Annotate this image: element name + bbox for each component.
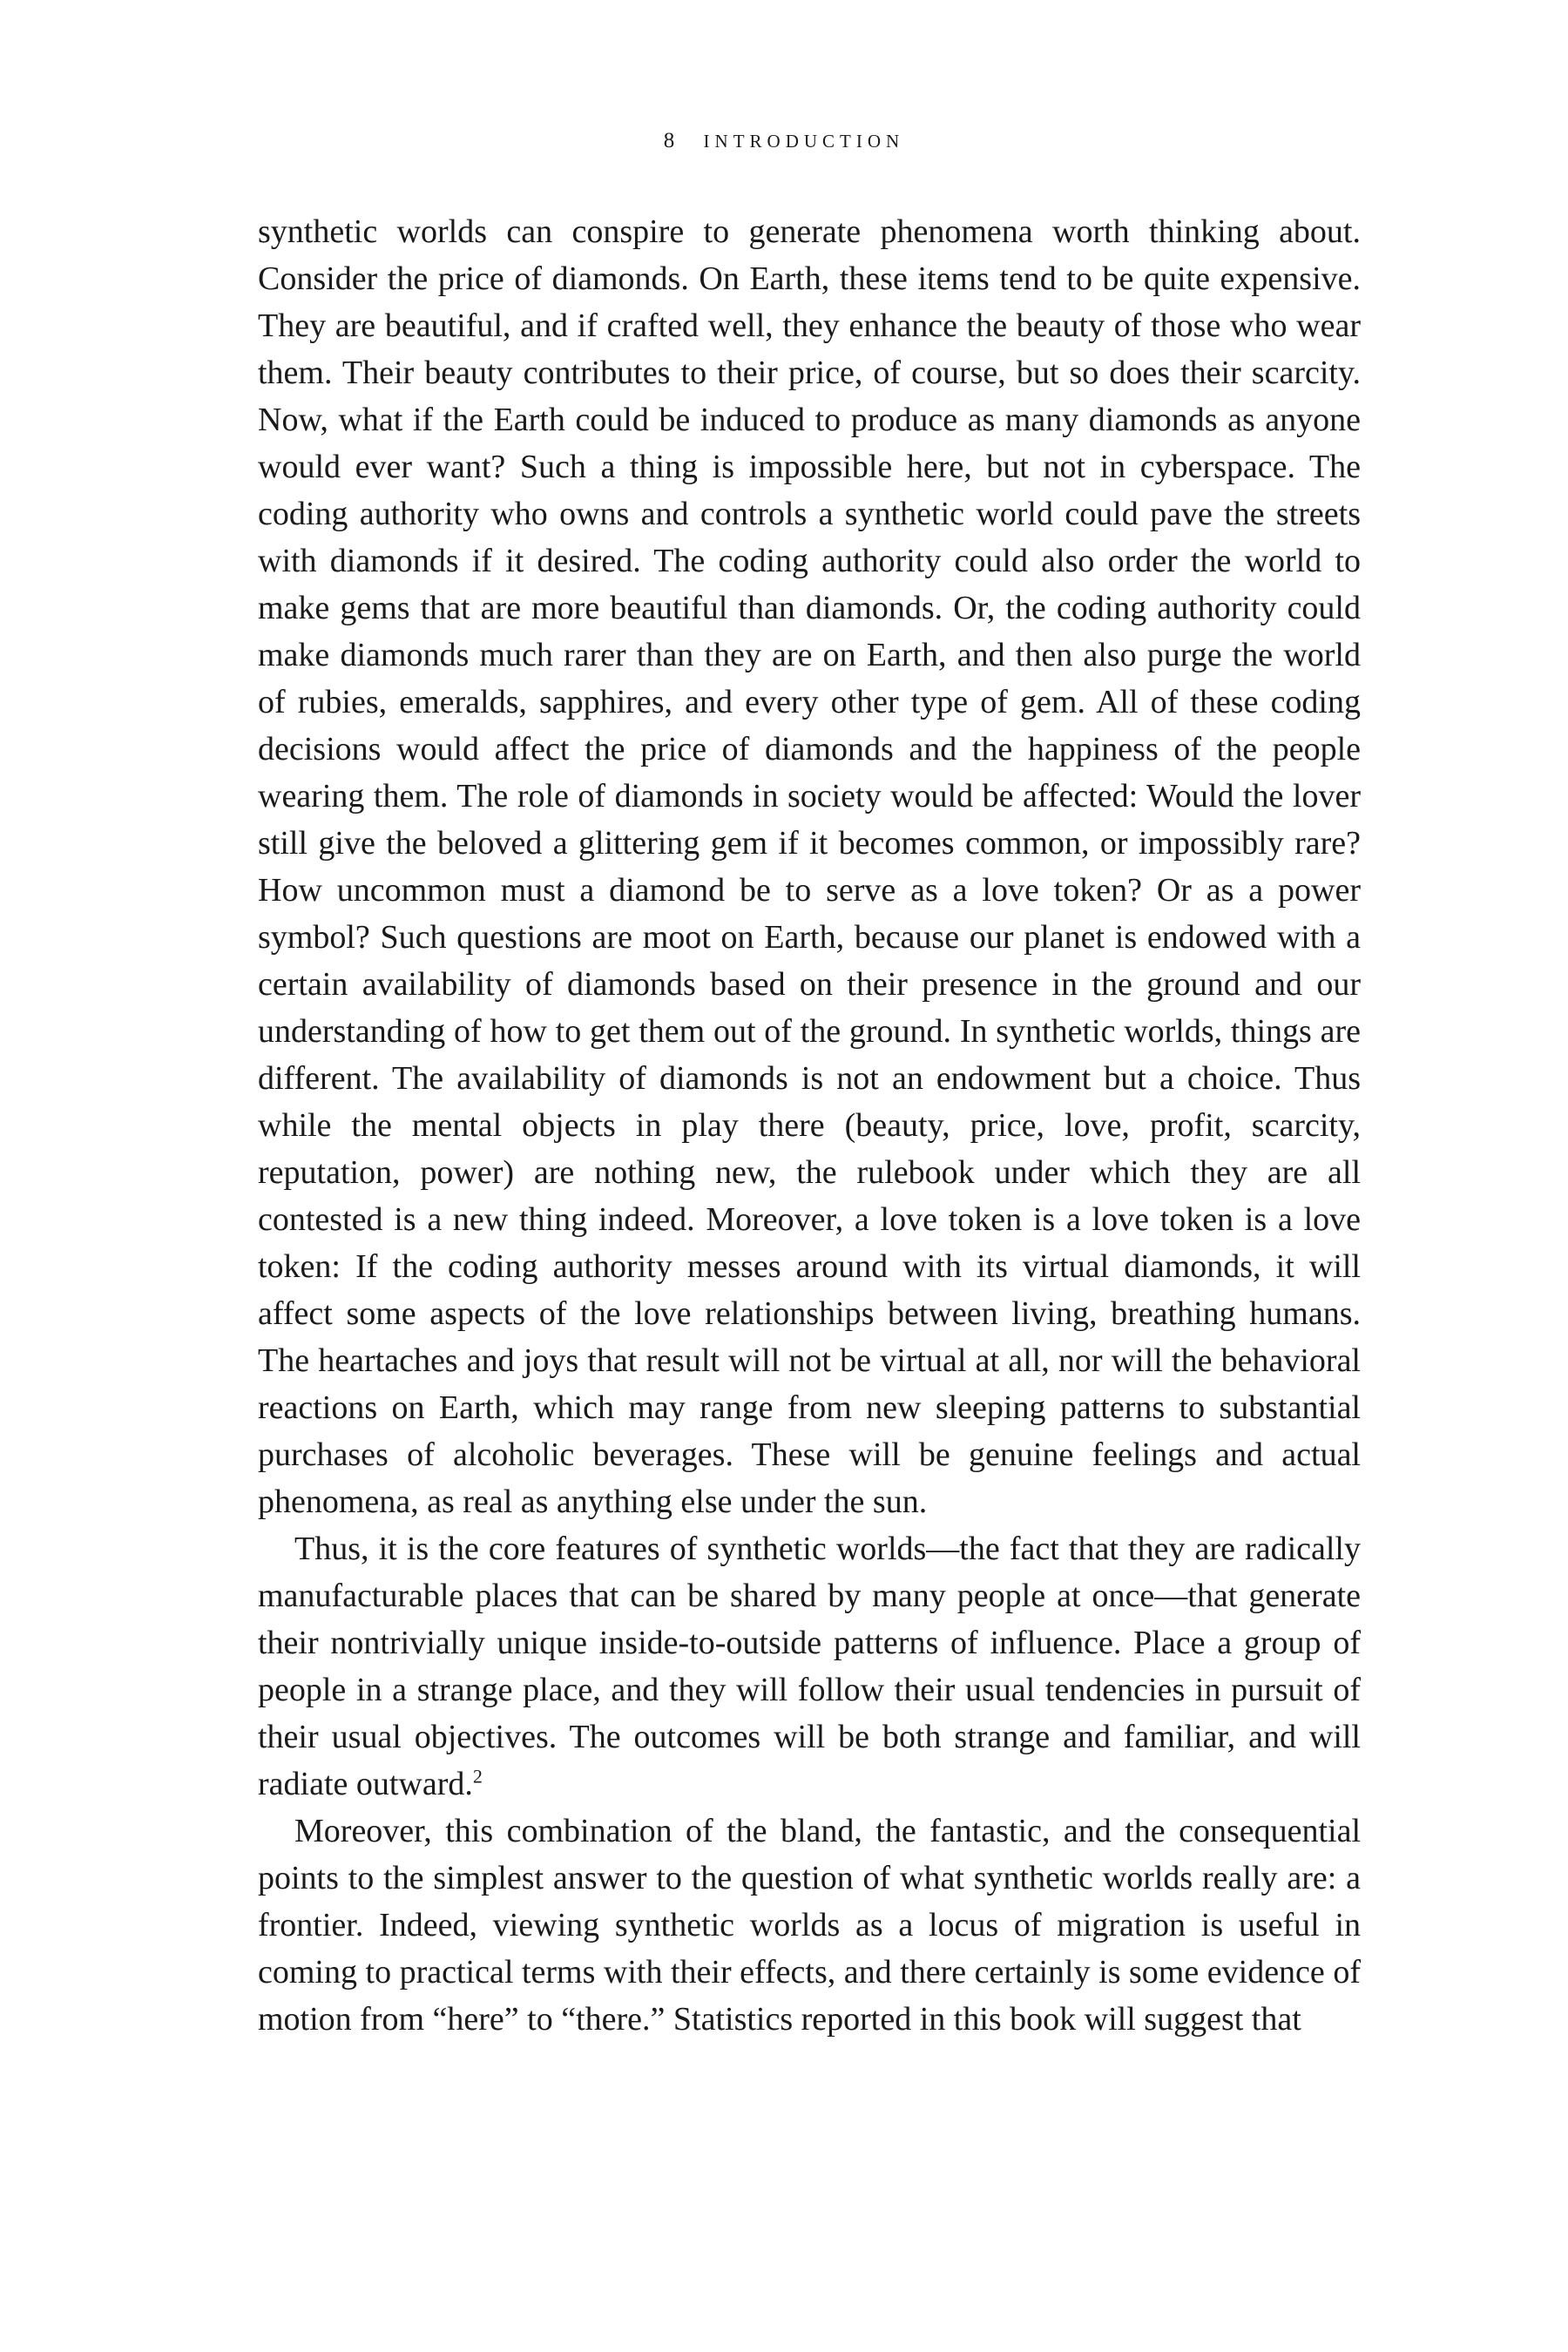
page-number: 8 xyxy=(663,129,675,152)
running-head-section: INTRODUCTION xyxy=(703,131,905,152)
paragraph-2 xyxy=(258,1525,1361,1808)
running-head xyxy=(0,129,1568,153)
paragraph-3-text: Moreover, this combination of the bland, the fantastic, and the consequential points to the simplest answer to the question of what synthetic worlds really are: a frontier. Indeed, viewing synthetic worlds as a locus of migration is useful in coming to practical terms with their effects, and there certainly is some evidence of motion from “here” to “there.” Statistics reported in this book will suggest that xyxy=(258,1813,1361,2038)
paragraph-1 xyxy=(258,208,1361,1525)
body-text xyxy=(258,208,1361,2043)
footnote-ref-2[interactable]: 2 xyxy=(472,1765,483,1788)
paragraph-3 xyxy=(258,1808,1361,2043)
paragraph-1-text: synthetic worlds can conspire to generate phenomena worth thinking about. Consider the price of diamonds. On Earth, these items tend to be quite expensive. They are beautiful, and if crafted well, they enhance the beauty of those who wear them. Their beauty contributes to their price, of course, but so does their scarcity. Now, what if the Earth could be induced to produce as many diamonds as anyone would ever want? Such a thing is impossible here, but not in cyberspace. The coding authority who owns and controls a synthetic world could pave the streets with diamonds if it desired. The coding authority could also order the world to make gems that are more beautiful than diamonds. Or, the coding authority could make diamonds much rarer than they are on Earth, and then also purge the world of rubies, emeralds, sapphires, and every other type of gem. All of these coding decisions would affect the price of diamonds and the happiness of the people wearing them. The role of diamonds in society would be affected: Would the lover still give the beloved a glittering gem if it becomes common, or impossibly rare? How uncommon must a diamond be to serve as a love token? Or as a power symbol? Such questions are moot on Earth, because our planet is endowed with a certain availability of diamonds based on their presence in the ground and our understanding of how to get them out of the ground. In synthetic worlds, things are different. The availability of diamonds is not an endowment but a choice. Thus while the mental objects in play there (beauty, price, love, profit, scarcity, reputation, power) are nothing new, the rulebook under which they are all contested is a new thing indeed. Moreover, a love token is a love token is a love token: If the coding authority messes around with its virtual diamonds, it will affect some aspects of the love relationships between living, breathing humans. The heartaches and joys that result will not be virtual at all, nor will the behavioral reactions on Earth, which may range from new sleeping patterns to substantial purchases of alcoholic beverages. These will be genuine feelings and actual phenomena, as real as anything else under the sun. xyxy=(258,213,1361,1520)
paragraph-2-text: Thus, it is the core features of synthetic worlds—the fact that they are radically manufacturable places that can be shared by many people at once—that generate their nontrivially unique inside-to-outside patterns of influence. Place a group of people in a strange place, and they will follow their usual tendencies in pursuit of their usual objectives. The outcomes will be both strange and familiar, and will radiate outward. xyxy=(258,1531,1361,1802)
